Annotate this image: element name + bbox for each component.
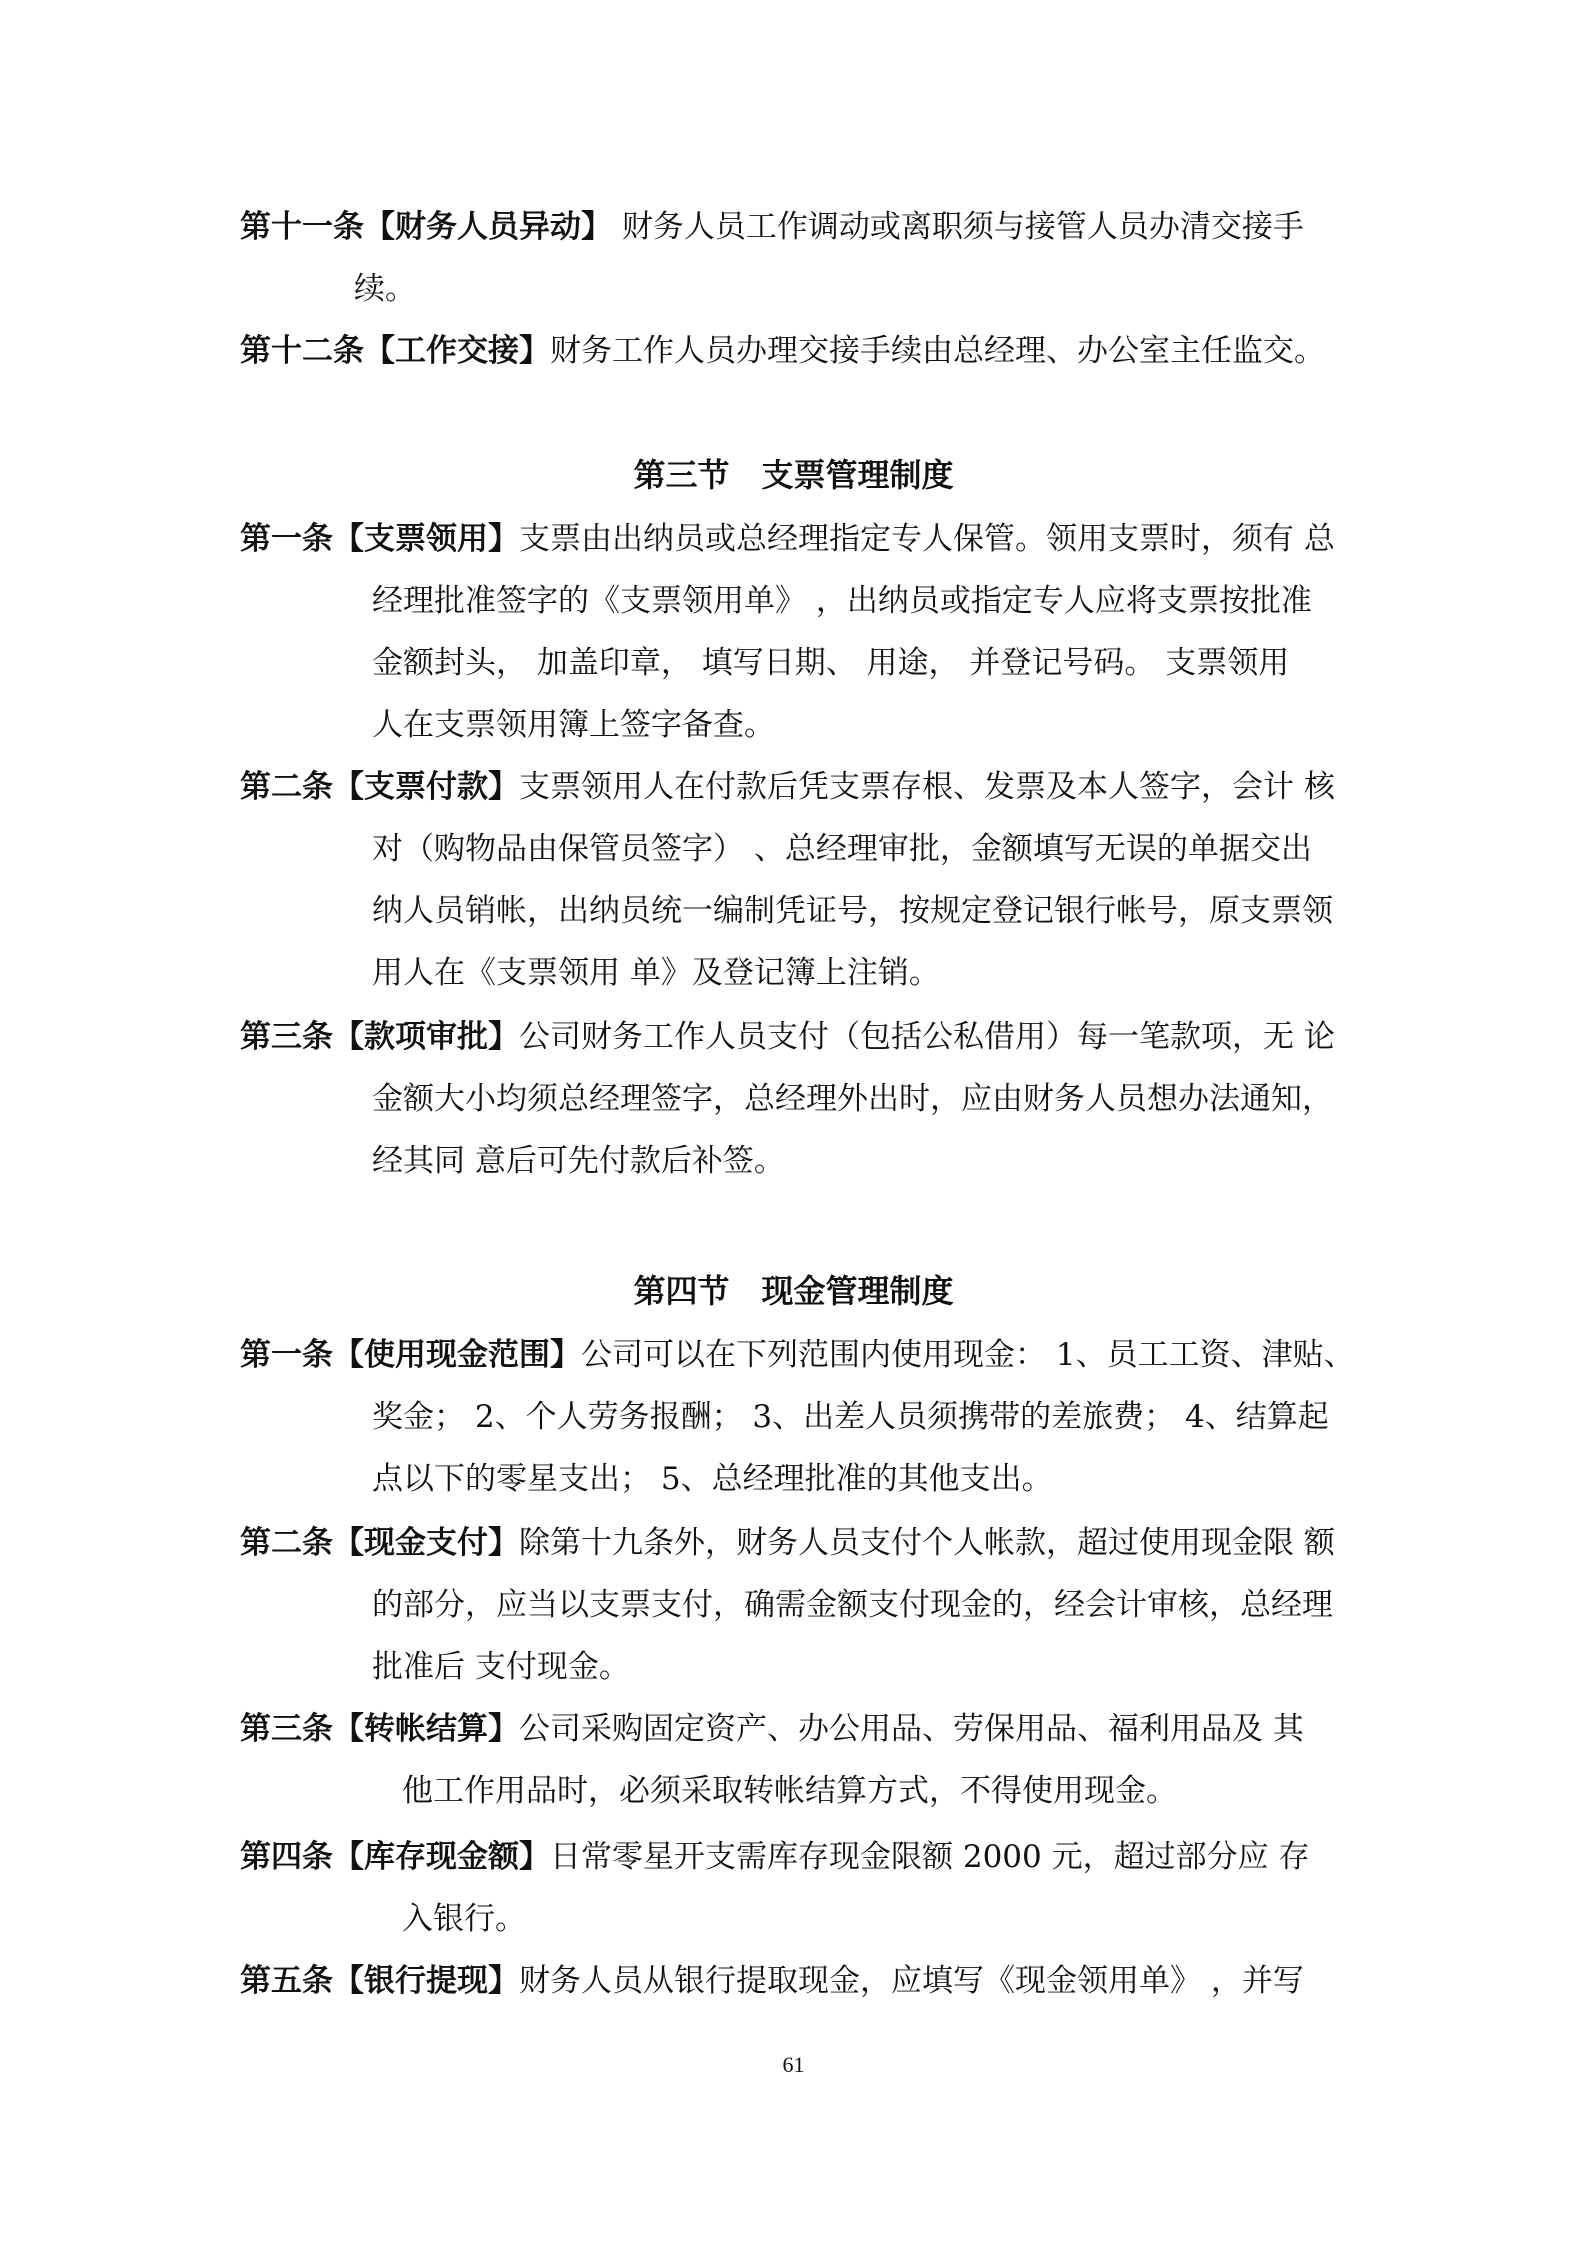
- article-text: 支票由出纳员或总经理指定专人保管。领用支票时，须有 总: [519, 521, 1335, 557]
- article-text: 财务人员从银行提取现金，应填写《现金领用单》 ，并写: [519, 1963, 1304, 1999]
- article-bank-withdrawal: [240, 1950, 1304, 2012]
- article-cheque-payment: [240, 756, 1335, 1004]
- article-cash-inventory: [240, 1826, 1309, 1950]
- article-cheque-use: [240, 508, 1335, 756]
- article-heading: 第三条【款项审批】: [240, 1019, 519, 1055]
- article-transfer-settlement: [240, 1698, 1304, 1822]
- article-text: 入银行。: [402, 1901, 526, 1937]
- article-text: 的部分，应当以支票支付，确需金额支付现金的，经会计审核，总经理: [372, 1587, 1333, 1623]
- page-number: 61: [782, 2052, 805, 2077]
- article-12: [240, 320, 1325, 382]
- article-text: 公司采购固定资产、办公用品、劳保用品、福利用品及 其: [519, 1711, 1304, 1747]
- article-text: 人在支票领用簿上签字备查。: [372, 707, 775, 743]
- article-text: 日常零星开支需库存现金限额 2000 元，超过部分应 存: [550, 1839, 1310, 1875]
- article-heading: 第四条【库存现金额】: [240, 1839, 550, 1875]
- article-cash-payment: [240, 1512, 1335, 1698]
- article-text: 对（购物品由保管员签字） 、总经理审批，金额填写无误的单据交出: [372, 831, 1312, 867]
- article-text: 支票领用人在付款后凭支票存根、发票及本人签字，会计 核: [519, 769, 1335, 805]
- article-text: 用人在《支票领用 单》及登记簿上注销。: [372, 955, 940, 991]
- article-heading: 第二条【支票付款】: [240, 769, 519, 805]
- article-heading: 第三条【转帐结算】: [240, 1711, 519, 1747]
- article-text: 财务工作人员办理交接手续由总经理、办公室主任监交。: [550, 333, 1325, 369]
- article-text: 纳人员销帐，出纳员统一编制凭证号，按规定登记银行帐号，原支票领: [372, 893, 1333, 929]
- article-text: 续。: [354, 271, 416, 307]
- section-heading-3: 第三节 支票管理制度: [633, 456, 954, 494]
- article-text: 批准后 支付现金。: [372, 1649, 630, 1685]
- article-text: 公司财务工作人员支付（包括公私借用）每一笔款项，无 论: [519, 1019, 1335, 1055]
- article-text: 金额封头， 加盖印章， 填写日期、 用途， 并登记号码。 支票领用: [372, 645, 1290, 681]
- article-text: 除第十九条外，财务人员支付个人帐款，超过使用现金限 额: [519, 1525, 1335, 1561]
- article-heading: 第一条【使用现金范围】: [240, 1337, 581, 1373]
- article-heading: 第十一条【财务人员异动】: [240, 209, 612, 245]
- article-heading: 第二条【现金支付】: [240, 1525, 519, 1561]
- article-text: 公司可以在下列范围内使用现金： 1、员工工资、津贴、: [581, 1337, 1355, 1373]
- article-text: 奖金； 2、个人劳务报酬； 3、出差人员须携带的差旅费； 4、结算起: [372, 1399, 1329, 1435]
- article-payment-approval: [240, 1006, 1335, 1192]
- article-text: 他工作用品时，必须采取转帐结算方式，不得使用现金。: [402, 1773, 1177, 1809]
- article-text: 财务人员工作调动或离职须与接管人员办清交接手: [612, 209, 1304, 245]
- article-text: 经其同 意后可先付款后补签。: [372, 1143, 785, 1179]
- article-text: 金额大小均须总经理签字，总经理外出时，应由财务人员想办法通知，: [372, 1081, 1333, 1117]
- article-heading: 第一条【支票领用】: [240, 521, 519, 557]
- article-11: [240, 196, 1304, 320]
- article-cash-scope: [240, 1324, 1355, 1510]
- article-text: 经理批准签字的《支票领用单》 ，出纳员或指定专人应将支票按批准: [372, 583, 1312, 619]
- article-heading: 第五条【银行提现】: [240, 1963, 519, 1999]
- section-heading-4: 第四节 现金管理制度: [633, 1272, 954, 1310]
- article-heading: 第十二条【工作交接】: [240, 333, 550, 369]
- article-text: 点以下的零星支出； 5、总经理批准的其他支出。: [372, 1461, 1053, 1497]
